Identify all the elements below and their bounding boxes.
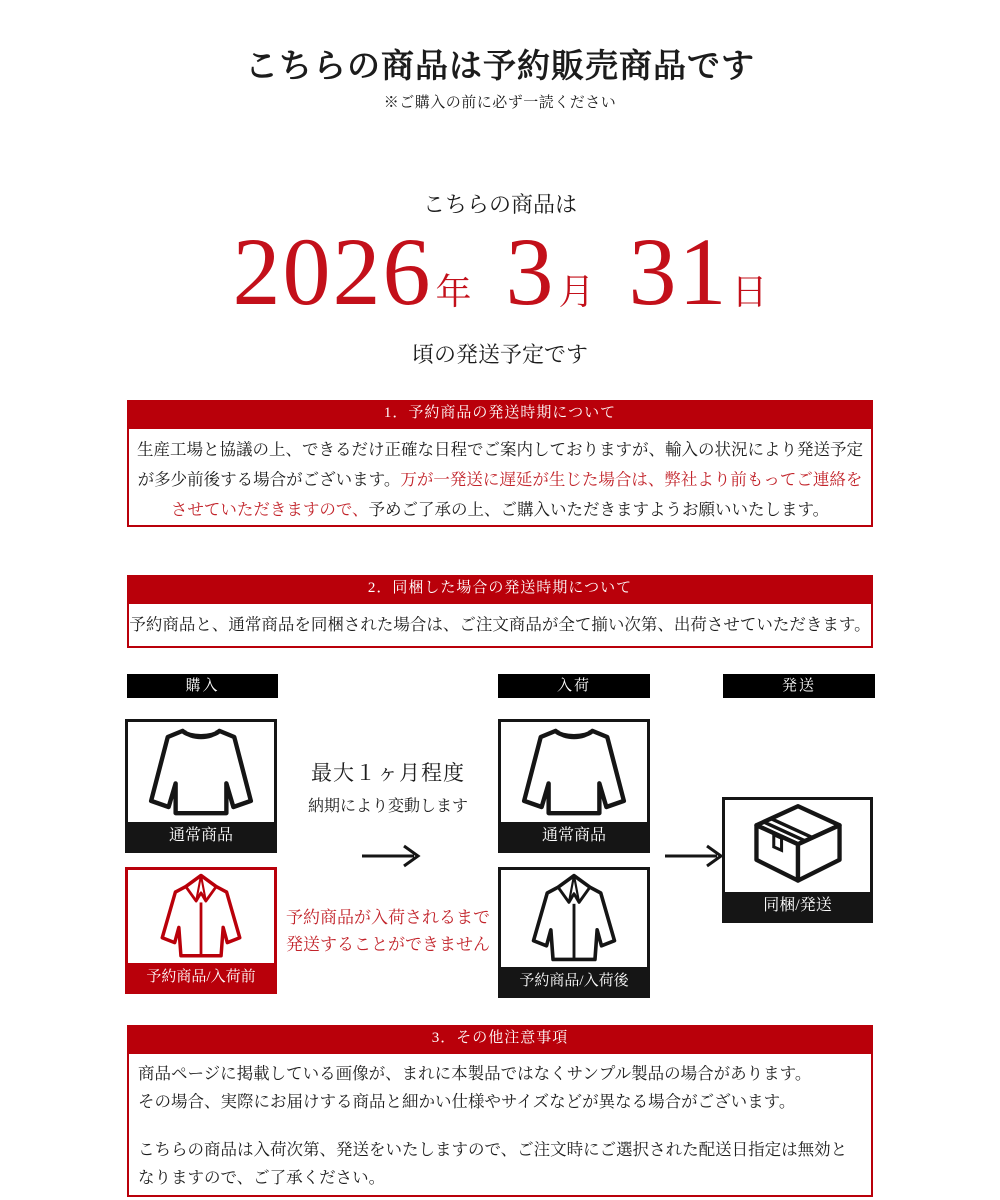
date-day: 31 [628,218,729,325]
note-cannot-ship-line1: 予約商品が入荷されるまで [286,908,490,927]
date-day-unit: 日 [731,272,768,312]
note-max-duration-sub: 納期により変動します [307,798,468,815]
note-max-duration [278,757,498,816]
date-month-unit: 月 [558,272,595,312]
card-label: 通常商品 [501,822,647,850]
package-box-icon [725,800,870,892]
section3-line1: 商品ページに掲載している画像が、まれに本製品ではなくサンプル製品の場合があります。 [138,1064,812,1083]
date-intro: こちらの商品は [422,192,577,217]
card-bundle-shipping [722,797,873,923]
stage-label-shipping: 発送 [723,674,875,698]
blank-line [138,1116,862,1136]
section3-heading: 3．その他注意事項 [127,1025,873,1052]
card-normal-product-purchase [125,719,277,853]
section-other-notes [127,1025,873,1197]
section1-text-black2: 予めご了承の上、ご購入いただきますようお願いいたします。 [368,500,830,519]
date-outro: 頃の発送予定です [411,342,588,367]
section2-heading: 2．同梱した場合の発送時期について [127,575,873,602]
section3-line2: その場合、実際にお届けする商品と細かい仕様やサイズなどが異なる場合がございます。 [138,1092,796,1111]
section1-body [127,427,873,527]
date-year-group [232,218,472,325]
section3-body [127,1052,873,1197]
section1-text-red: 万が一発送に遅延が生じた場合は、弊社より前もってご連絡をさせていただきますので、 [170,470,863,519]
long-sleeve-shirt-icon [128,722,274,822]
date-year: 2026 [232,218,433,325]
page-title: こちらの商品は予約販売商品です [245,49,755,85]
date-month: 3 [505,218,556,325]
card-normal-product-arrival [498,719,650,853]
section3-line3: こちらの商品は入荷次第、発送をいたしますので、ご注文時にご選択された配送日指定は無効となりますので、ご了承ください。 [138,1140,848,1187]
card-label: 予約商品/入荷前 [128,963,274,991]
hooded-jacket-icon [501,870,647,967]
card-label: 通常商品 [128,822,274,850]
note-cannot-ship [278,904,498,958]
section2-body: 予約商品と、通常商品を同梱された場合は、ご注文商品が全て揃い次第、出荷させていただきます。 [127,602,873,648]
card-reserved-product-after-arrival [498,867,650,998]
card-label: 予約商品/入荷後 [501,967,647,995]
shipping-date [0,218,1000,325]
long-sleeve-shirt-icon [501,722,647,822]
section-bundle-period [127,575,873,648]
card-reserved-product-before-arrival [125,867,277,994]
date-year-unit: 年 [435,272,472,312]
card-label: 同梱/発送 [725,892,870,920]
section1-heading: 1．予約商品の発送時期について [127,400,873,427]
right-arrow-icon [663,843,727,874]
date-month-group [505,218,595,325]
stage-label-arrival: 入荷 [498,674,650,698]
page-subtitle: ※ご購入の前に必ず一読ください [383,95,617,111]
section-shipping-period [127,400,873,527]
right-arrow-icon [360,843,424,874]
date-day-group [628,218,768,325]
stage-label-purchase: 購入 [127,674,278,698]
section1-text-black1: 生産工場と協議の上、できるだけ正確な日程でご案内しておりますが、輸入の状況により発送予定が多少前後する場合がございます。 [137,440,863,489]
note-max-duration-main: 最大１ヶ月程度 [311,761,465,785]
note-cannot-ship-line2: 発送することができません [286,935,490,954]
hooded-jacket-icon [128,870,274,963]
